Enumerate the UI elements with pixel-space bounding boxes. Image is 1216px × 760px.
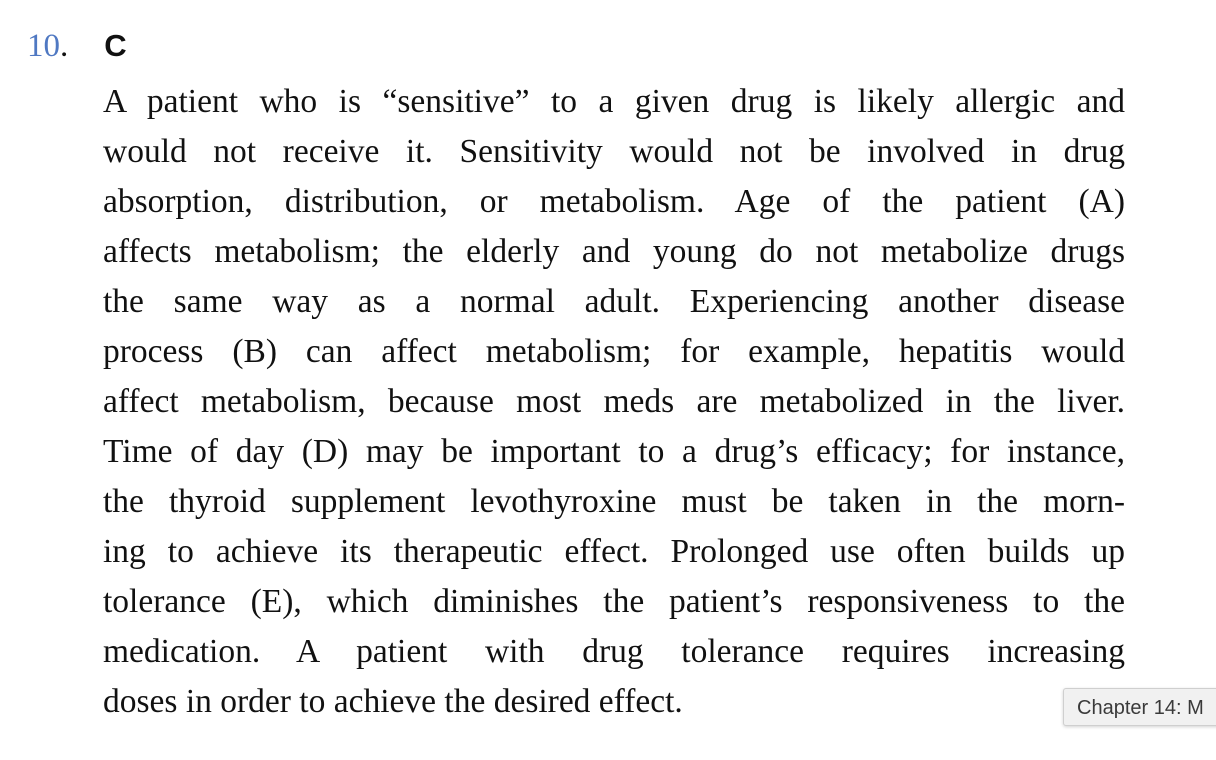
correct-answer-letter: C [104, 28, 127, 63]
explanation-line: the same way as a normal adult. Experiencing another disease [103, 283, 1125, 320]
explanation-line: would not receive it. Sensitivity would not be involved in drug [103, 133, 1125, 170]
question-number[interactable]: 10 [27, 28, 60, 64]
explanation-line: A patient who is “sensitive” to a given drug is likely allergic and [103, 83, 1125, 120]
explanation-line: absorption, distribution, or metabolism. Age of the patient (A) [103, 183, 1125, 220]
answer-explanation [103, 77, 1125, 727]
explanation-line: ing to achieve its therapeutic effect. Prolonged use often builds up [103, 533, 1125, 570]
explanation-line: tolerance (E), which diminishes the patient’s responsiveness to the [103, 583, 1125, 620]
explanation-line: medication. A patient with drug tolerance requires increasing [103, 633, 1125, 670]
answer-header [27, 24, 127, 68]
question-number-dot: . [60, 28, 69, 64]
explanation-line: affect metabolism, because most meds are metabolized in the liver. [103, 383, 1125, 420]
explanation-line: doses in order to achieve the desired effect. [103, 683, 683, 720]
explanation-line: process (B) can affect metabolism; for example, hepatitis would [103, 333, 1125, 370]
explanation-line: the thyroid supplement levothyroxine must be taken in the morn- [103, 483, 1125, 520]
explanation-line: affects metabolism; the elderly and young do not metabolize drugs [103, 233, 1125, 270]
chapter-tooltip: Chapter 14: M [1063, 688, 1216, 726]
explanation-line: Time of day (D) may be important to a drug’s efficacy; for instance, [103, 433, 1125, 470]
